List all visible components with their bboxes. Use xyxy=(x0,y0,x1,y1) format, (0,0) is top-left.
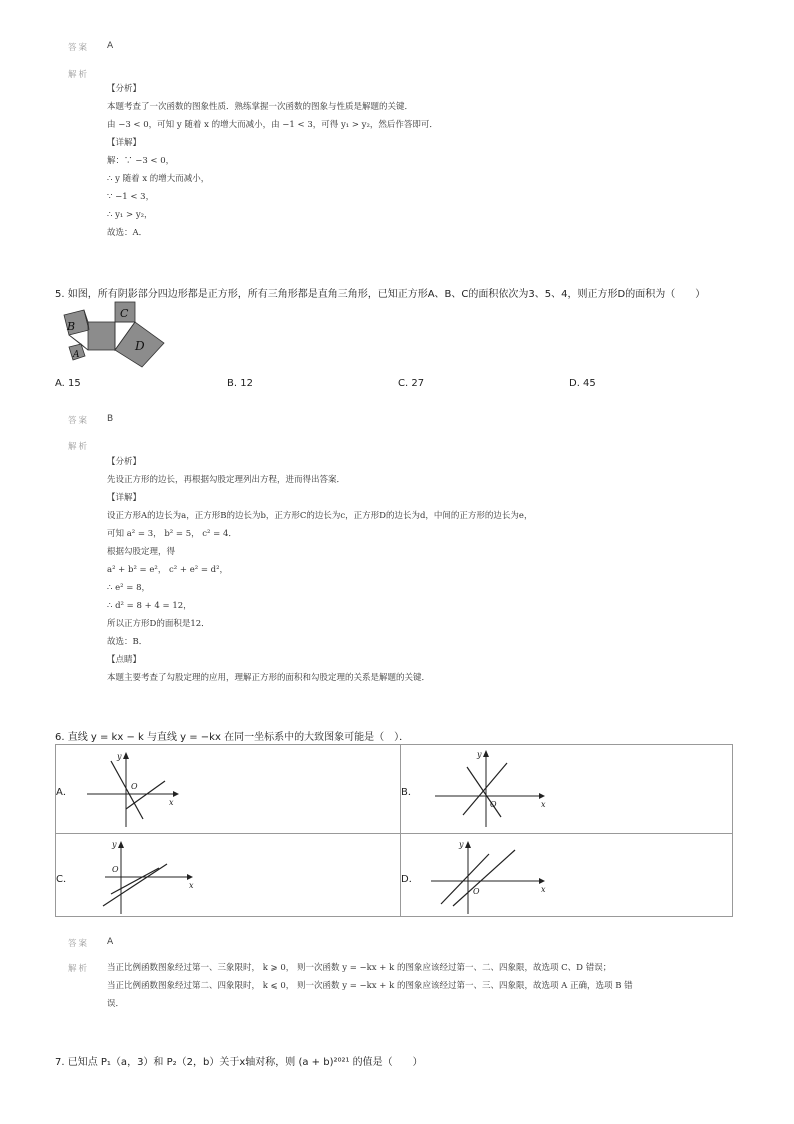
solution-line: 【点睛】 xyxy=(107,655,142,665)
option-label: C． xyxy=(56,874,73,885)
solution-line: 可知 a² = 3， b² = 5， c² = 4． xyxy=(107,529,237,539)
axis-y-label: y xyxy=(477,750,482,759)
q4-answer: A xyxy=(107,41,114,51)
solution-line: 解：∵ −3 < 0， xyxy=(107,156,175,166)
axis-y-label: y xyxy=(117,752,122,761)
axis-x-label: x xyxy=(169,798,174,807)
option-label: D． xyxy=(401,874,419,885)
origin-label: O xyxy=(473,887,480,896)
q6-option-b[interactable] xyxy=(401,745,732,833)
label-c: C xyxy=(120,307,129,320)
solution-line: ∴ e² = 8， xyxy=(107,583,150,593)
q5-solution xyxy=(107,453,532,687)
answer-tag: 答案 xyxy=(68,416,90,426)
explanation-line: 误． xyxy=(107,999,125,1009)
q6-options-grid xyxy=(55,744,733,917)
axis-x-label: x xyxy=(541,800,546,809)
q5-option-d[interactable]: D. 45 xyxy=(569,378,596,389)
solution-line: ∴ d² = 8 + 4 = 12， xyxy=(107,601,192,611)
solution-line: ∵ −1 < 3， xyxy=(107,192,155,202)
answer-tag: 答案 xyxy=(68,43,90,53)
q6-answer: A xyxy=(107,937,114,947)
axis-x-label: x xyxy=(189,881,194,890)
analysis-tag: 解析 xyxy=(68,442,90,452)
q5-option-c[interactable]: C. 27 xyxy=(398,378,425,389)
analysis-tag: 解析 xyxy=(68,964,90,974)
q7-question: 7. 已知点 P₁（a，3）和 P₂（2，b）关于x轴对称，则 (a + b)²⁰²¹ 的值是（ ） xyxy=(55,1057,423,1068)
q6-option-d[interactable] xyxy=(401,834,732,916)
explanation-line: 当正比例函数图象经过第二、四象限时， k ⩽ 0， 则一次函数 y = −kx + k 的图象应该经过第一、三、四象限，故选项 A 正确，选项 B 错 xyxy=(107,981,633,991)
solution-line: 设正方形A的边长为a，正方形B的边长为b，正方形C的边长为c，正方形D的边长为d，中间的正方形的边长为e， xyxy=(107,511,533,521)
middle-square xyxy=(88,322,115,350)
origin-label: O xyxy=(112,865,119,874)
axis-y-label: y xyxy=(112,840,117,849)
solution-line: 【分析】 xyxy=(107,457,142,467)
solution-line: ∴ y 随着 x 的增大而减小， xyxy=(107,174,210,184)
axis-y-label: y xyxy=(459,840,464,849)
solution-line: ∴ y₁ > y₂， xyxy=(107,210,153,220)
solution-line: 本题主要考查了勾股定理的应用，理解正方形的面积和勾股定理的关系是解题的关键． xyxy=(107,673,431,683)
solution-line: 故选：B． xyxy=(107,637,148,647)
graph-a xyxy=(81,749,211,829)
axis-x-label: x xyxy=(541,885,546,894)
label-a: A xyxy=(73,350,80,360)
graph-c xyxy=(81,834,211,916)
q6-question: 6. 直线 y = kx − k 与直线 y = −kx 在同一坐标系中的大致图象可能是（ ）． xyxy=(55,732,410,743)
q6-explanation xyxy=(107,959,727,1013)
q5-option-b[interactable]: B. 12 xyxy=(227,378,253,389)
option-label: A． xyxy=(56,787,73,798)
q5-question: 5. 如图，所有阴影部分四边形都是正方形，所有三角形都是直角三角形，已知正方形A、B、C的面积依次为3、5、4，则正方形D的面积为（ ） xyxy=(55,289,706,300)
solution-line: 先设正方形的边长，再根据勾股定理列出方程，进而得出答案． xyxy=(107,475,346,485)
answer-tag: 答案 xyxy=(68,939,90,949)
solution-line: 根据勾股定理，得 xyxy=(107,547,176,557)
option-label: B． xyxy=(401,787,418,798)
label-d: D xyxy=(135,339,145,353)
graph-d xyxy=(429,834,559,916)
q6-option-a[interactable] xyxy=(56,745,400,833)
label-b: B xyxy=(67,320,76,333)
analysis-tag: 解析 xyxy=(68,70,90,80)
q5-answer: B xyxy=(107,414,114,424)
q5-figure xyxy=(54,298,179,368)
solution-line: 本题考查了一次函数的图象性质．熟练掌握一次函数的图象与性质是解题的关键． xyxy=(107,102,414,112)
explanation-line: 当正比例函数图象经过第一、三象限时， k ⩾ 0， 则一次函数 y = −kx + k 的图象应该经过第一、二、四象限，故选项 C、D 错误； xyxy=(107,963,612,973)
solution-line: 【详解】 xyxy=(107,493,142,503)
origin-label: O xyxy=(131,782,138,791)
solution-line: 由 −3 < 0，可知 y 随着 x 的增大而减小，由 −1 < 3，可得 y₁ > y₂，然后作答即可． xyxy=(107,120,438,130)
solution-line: a² + b² = e²， c² + e² = d²， xyxy=(107,565,229,575)
q6-option-c[interactable] xyxy=(56,834,400,916)
solution-line: 【详解】 xyxy=(107,138,142,148)
solution-line: 故选：A． xyxy=(107,228,148,238)
q4-solution xyxy=(107,80,438,242)
solution-line: 所以正方形D的面积是12． xyxy=(107,619,210,629)
solution-line: 【分析】 xyxy=(107,84,142,94)
graph-b xyxy=(429,749,559,829)
q5-option-a[interactable]: A. 15 xyxy=(55,378,81,389)
origin-label: O xyxy=(490,800,497,809)
